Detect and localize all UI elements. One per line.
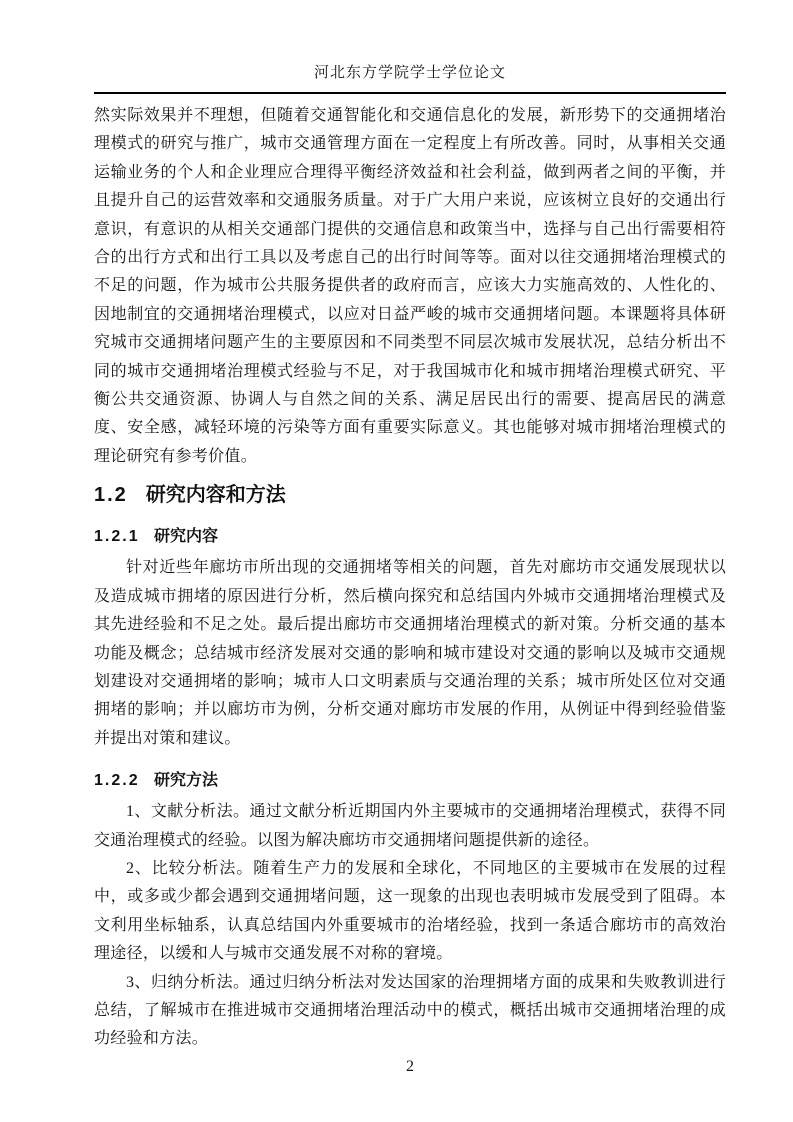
method-paragraph-comparative: 2、比较分析法。随着生产力的发展和全球化，不同地区的主要城市在发展的过程中，或多或少都会遇到交通拥堵问题，这一现象的出现也表明城市发展受到了阻碍。本文利用坐标轴系，认真总结国内外重要城市的治堵经验，找到一条适合廊坊市的高效治理途径，以缓和人与城市交通发展不对称的窘境。 bbox=[94, 859, 726, 963]
page-column bbox=[94, 0, 726, 1054]
section-number: 1.2 bbox=[94, 484, 128, 507]
intro-paragraph: 然实际效果并不理想，但随着交通智能化和交通信息化的发展，新形势下的交通拥堵治理模式的研究与推广，城市交通管理方面在一定程度上有所改善。同时，从事相关交通运输业务的个人和企业理应合理得平衡经济效益和社会利益，做到两者之间的平衡，并且提升自己的运营效率和交通服务质量。对于广大用户来说，应该树立良好的交通出行意识，有意识的从相关交通部门提供的交通信息和政策当中，选择与自己出行需要相符合的出行方式和出行工具以及考虑自己的出行时间等等。面对以往交通拥堵治理模式的不足的问题，作为城市公共服务提供者的政府而言，应该大力实施高效的、人性化的、因地制宜的交通拥堵治理模式，以应对日益严峻的城市交通拥堵问题。本课题将具体研究城市交通拥堵问题产生的主要原因和不同类型不同层次城市发展状况，总结分析出不同的城市交通拥堵治理模式经验与不足，对于我国城市化和城市拥堵治理模式研究、平衡公共交通资源、协调人与自然之间的关系、满足居民出行的需要、提高居民的满意度、安全感，减轻环境的污染等方面有重要实际意义。其也能够对城市拥堵治理模式的理论研究有参考价值。 bbox=[94, 107, 726, 465]
section-heading-1-2 bbox=[94, 481, 726, 509]
subsection-heading-1-2-2 bbox=[94, 768, 726, 794]
document-body bbox=[94, 102, 726, 1054]
subsection-number: 1.2.1 bbox=[94, 528, 140, 546]
subsection-number: 1.2.2 bbox=[94, 772, 140, 790]
research-content-paragraph: 针对近些年廊坊市所出现的交通拥堵等相关的问题，首先对廊坊市交通发展现状以及造成城市拥堵的原因进行分析，然后横向探究和总结国内外城市交通拥堵治理模式及其先进经验和不足之处。最后提出廊坊市交通拥堵治理模式的新对策。分析交通的基本功能及概念；总结城市经济发展对交通的影响和城市建设对交通的影响以及城市交通规划建设对交通拥堵的影响；城市人口文明素质与交通治理的关系；城市所处区位对交通拥堵的影响；并以廊坊市为例，分析交通对廊坊市发展的作用，从例证中得到经验借鉴并提出对策和建议。 bbox=[94, 559, 726, 747]
page-header-title: 河北东方学院学士学位论文 bbox=[313, 65, 506, 81]
subsection-title: 研究方法 bbox=[153, 772, 218, 790]
page-footer bbox=[94, 1058, 726, 1076]
method-paragraph-inductive: 3、归纳分析法。通过归纳分析法对发达国家的治理拥堵方面的成果和失败教训进行总结，了解城市在推进城市交通拥堵治理活动中的模式，概括出城市交通拥堵治理的成功经验和方法。 bbox=[94, 973, 726, 1048]
page-header bbox=[94, 63, 726, 94]
method-paragraph-literature: 1、文献分析法。通过文献分析近期国内外主要城市的交通拥堵治理模式，获得不同交通治理模式的经验。以图为解决廊坊市交通拥堵问题提供新的途径。 bbox=[94, 803, 726, 849]
section-title: 研究内容和方法 bbox=[145, 484, 286, 507]
subsection-title: 研究内容 bbox=[153, 528, 218, 546]
page-number: 2 bbox=[406, 1058, 414, 1075]
subsection-heading-1-2-1 bbox=[94, 524, 726, 550]
